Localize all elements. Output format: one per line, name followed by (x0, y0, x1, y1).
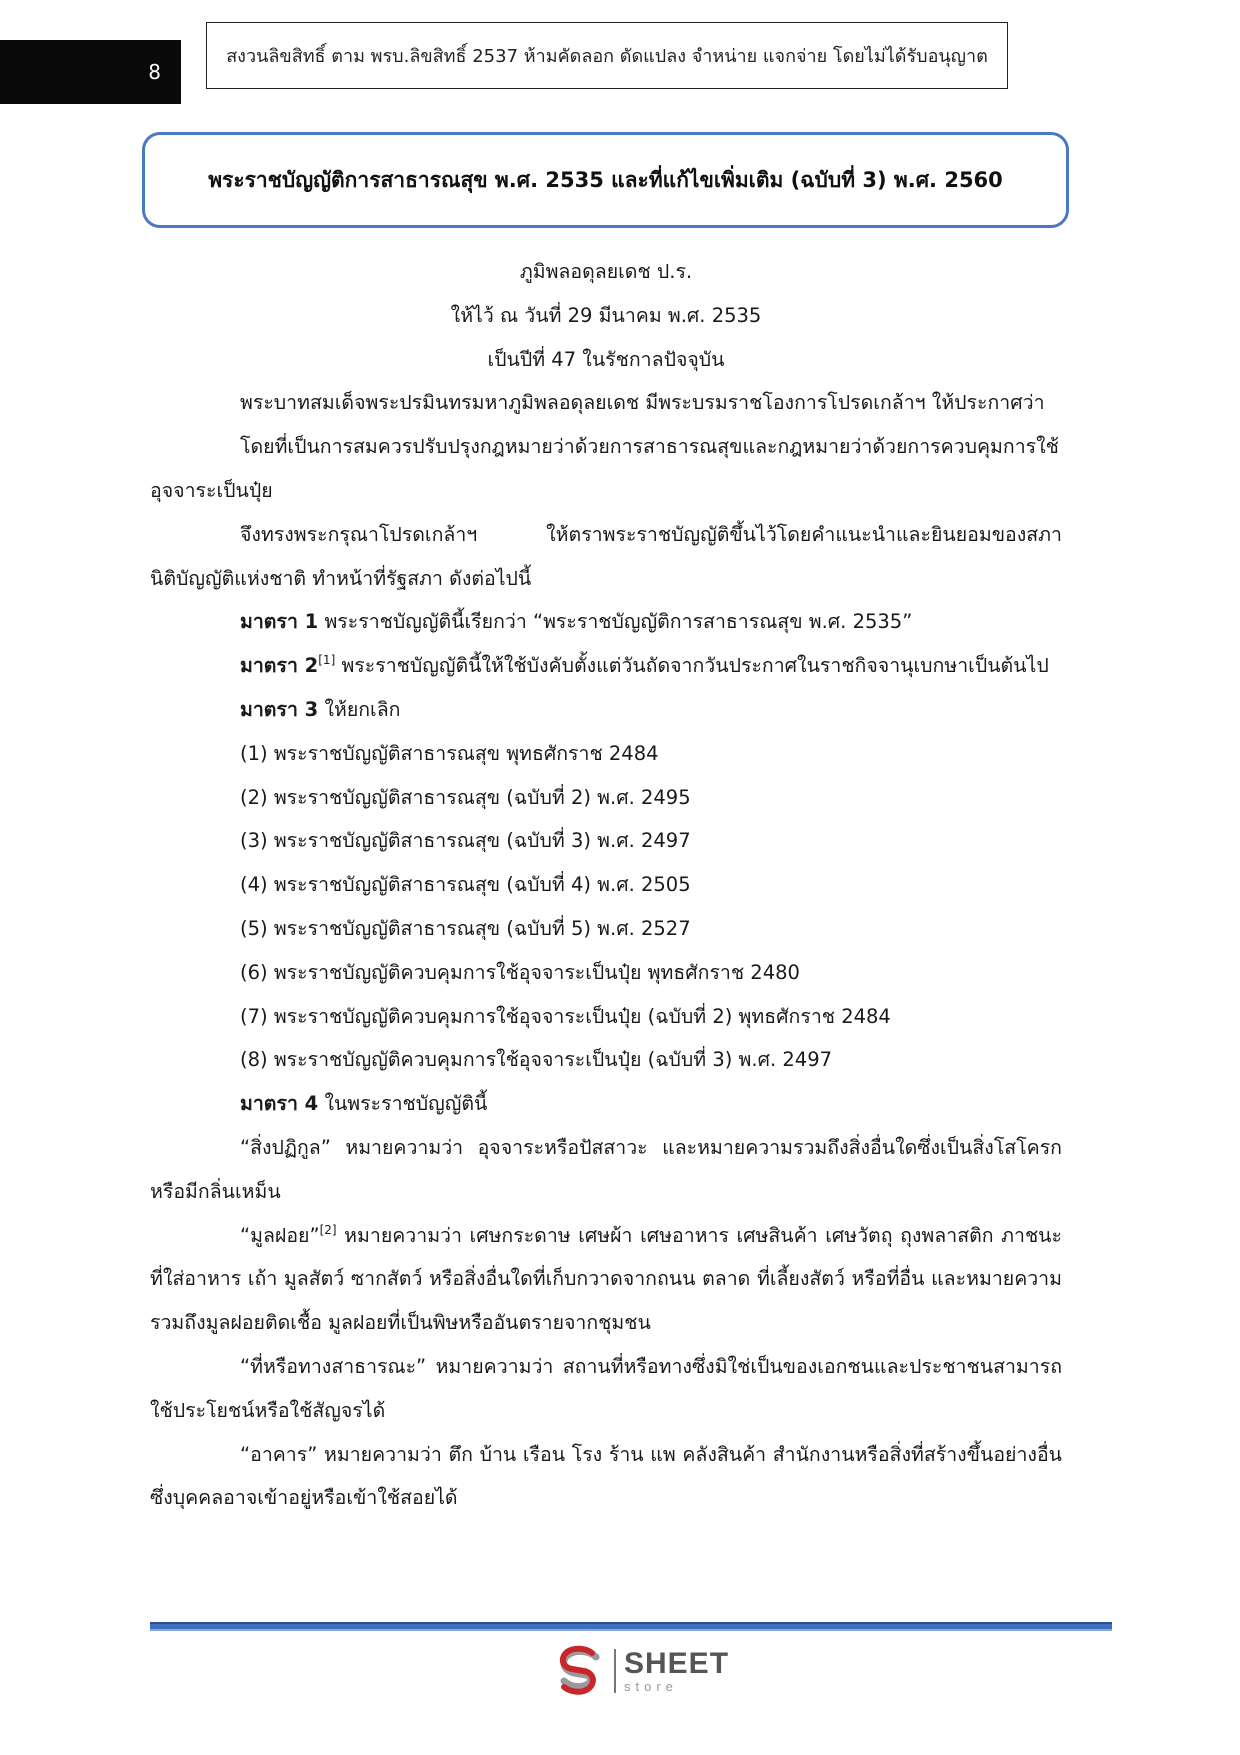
repealed-item: (4) พระราชบัญญัติสาธารณสุข (ฉบับที่ 4) พ.ศ. 2505 (240, 873, 691, 897)
section-2-text: พระราชบัญญัตินี้ให้ใช้บังคับตั้งแต่วันถัดจากวันประกาศในราชกิจจานุเบกษาเป็นต้นไป (335, 654, 1049, 678)
given-date: ให้ไว้ ณ วันที่ 29 มีนาคม พ.ศ. 2535 (450, 303, 762, 327)
repealed-item: (5) พระราชบัญญัติสาธารณสุข (ฉบับที่ 5) พ.ศ. 2527 (240, 916, 691, 940)
definition-mulfoi (150, 1214, 1062, 1345)
section-3 (150, 688, 1062, 732)
definition-building (150, 1433, 1062, 1521)
logo-sub-text: store (624, 1679, 678, 1694)
sheet-s-icon (552, 1643, 608, 1699)
footnote-ref-1[interactable]: [1] (318, 653, 336, 668)
signatory: ภูมิพลอดุลยเดช ป.ร. (519, 260, 693, 283)
repealed-item: (8) พระราชบัญญัติควบคุมการใช้อุจจาระเป็นปุ๋ย (ฉบับที่ 3) พ.ศ. 2497 (240, 1048, 833, 1072)
document-title: พระราชบัญญัติการสาธารณสุข พ.ศ. 2535 และที่แก้ไขเพิ่มเติม (ฉบับที่ 3) พ.ศ. 2560 (142, 132, 1069, 228)
footnote-ref-2[interactable]: [2] (319, 1222, 337, 1237)
definition-term: “อาคาร” (240, 1442, 318, 1466)
definition-term: “มูลฝอย” (240, 1223, 320, 1247)
definition-text: หมายความว่า สถานที่หรือทางซึ่งมิใช่เป็นของเอกชนและประชาชนสามารถใช้ประโยชน์หรือใช้สัญจรได้ (150, 1354, 1062, 1422)
footer-divider (150, 1622, 1112, 1631)
section-2 (150, 644, 1062, 688)
intro-paragraph-1: พระบาทสมเด็จพระปรมินทรมหาภูมิพลอดุลยเดช มีพระบรมราชโองการโปรดเกล้าฯ ให้ประกาศว่า (240, 391, 1045, 415)
section-2-label: มาตรา 2 (240, 654, 319, 678)
definition-text: หมายความว่า เศษกระดาษ เศษผ้า เศษอาหาร เศษสินค้า เศษวัตถุ ถุงพลาสติก ภาชนะที่ใส่อาหาร เถ้า มูลสัตว์ ซากสัตว์ หรือสิ่งอื่นใดที่เก็บกวาดจากถนน ตลาด ที่เลี้ยงสัตว์ หรือที่อื่น และหมายความรวมถึงมูลฝอยติดเชื้อ มูลฝอยที่เป็นพิษหรืออันตรายจากชุมชน (150, 1223, 1062, 1335)
sheet-store-logo (552, 1643, 729, 1699)
intro-paragraph-2: โดยที่เป็นการสมควรปรับปรุงกฎหมายว่าด้วยการสาธารณสุขและกฎหมายว่าด้วยการควบคุมการใช้อุจจาระเป็นปุ๋ย (150, 435, 1059, 502)
section-3-label: มาตรา 3 (240, 697, 319, 721)
repealed-item: (7) พระราชบัญญัติควบคุมการใช้อุจจาระเป็นปุ๋ย (ฉบับที่ 2) พุทธศักราช 2484 (240, 1004, 891, 1028)
logo-text (624, 1649, 729, 1693)
definition-public-place (150, 1345, 1062, 1433)
repealed-item: (2) พระราชบัญญัติสาธารณสุข (ฉบับที่ 2) พ.ศ. 2495 (240, 785, 691, 809)
section-1-text: พระราชบัญญัตินี้เรียกว่า “พระราชบัญญัติการสาธารณสุข พ.ศ. 2535” (318, 610, 913, 634)
definition-term: “ที่หรือทางสาธารณะ” (240, 1354, 427, 1378)
intro-paragraph-3: จึงทรงพระกรุณาโปรดเกล้าฯ ให้ตราพระราชบัญญัติขึ้นไว้โดยคำแนะนำและยินยอมของสภานิติบัญญัติแห่งชาติ ทำหน้าที่รัฐสภา ดังต่อไปนี้ (150, 522, 1062, 590)
definition-term: “สิ่งปฏิกูล” (240, 1135, 331, 1159)
document-body (150, 250, 1062, 1520)
repealed-item: (6) พระราชบัญญัติควบคุมการใช้อุจจาระเป็นปุ๋ย พุทธศักราช 2480 (240, 960, 800, 984)
page-number: 8 (0, 40, 181, 104)
repealed-item: (3) พระราชบัญญัติสาธารณสุข (ฉบับที่ 3) พ.ศ. 2497 (240, 829, 691, 853)
section-4-label: มาตรา 4 (240, 1092, 319, 1116)
repealed-item: (1) พระราชบัญญัติสาธารณสุข พุทธศักราช 2484 (240, 741, 659, 765)
logo-divider (614, 1649, 616, 1693)
definition-text: หมายความว่า ตึก บ้าน เรือน โรง ร้าน แพ คลังสินค้า สำนักงานหรือสิ่งที่สร้างขึ้นอย่างอื่นซึ่งบุคคลอาจเข้าอยู่หรือเข้าใช้สอยได้ (150, 1442, 1062, 1510)
section-1-label: มาตรา 1 (240, 610, 319, 634)
logo-main-text: SHEET (624, 1647, 730, 1680)
section-4-text: ในพระราชบัญญัตินี้ (318, 1092, 488, 1116)
section-4 (150, 1082, 1062, 1126)
section-3-text: ให้ยกเลิก (318, 697, 401, 721)
reign-year: เป็นปีที่ 47 ในรัชกาลปัจจุบัน (487, 347, 725, 371)
definition-text: หมายความว่า อุจจาระหรือปัสสาวะ และหมายความรวมถึงสิ่งอื่นใดซึ่งเป็นสิ่งโสโครกหรือมีกลิ่นเหม็น (150, 1135, 1062, 1203)
section-1 (150, 600, 1062, 644)
copyright-notice: สงวนลิขสิทธิ์ ตาม พรบ.ลิขสิทธิ์ 2537 ห้ามคัดลอก ดัดแปลง จำหน่าย แจกจ่าย โดยไม่ได้รับอนุญาต (206, 22, 1008, 89)
definition-sing-patikul (150, 1126, 1062, 1214)
